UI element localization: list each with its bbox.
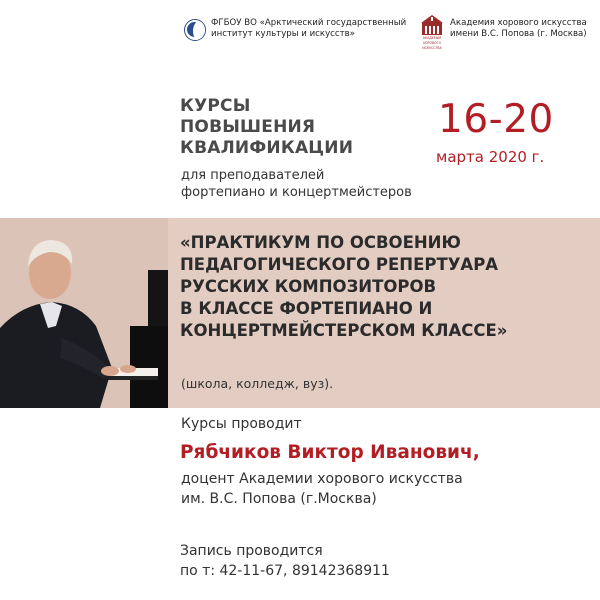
course-month-year: марта 2020 г. bbox=[436, 148, 545, 166]
emblem-text-2: ХОРОВОГО bbox=[422, 40, 442, 45]
contact-info bbox=[180, 541, 390, 581]
academy-building-icon bbox=[420, 14, 444, 36]
teacher-description bbox=[181, 469, 463, 509]
arctic-institute-name bbox=[211, 18, 406, 40]
choral-academy-name-line1: Академия хорового искусства bbox=[450, 18, 587, 28]
teacher-description-line1: доцент Академии хорового искусства bbox=[181, 471, 463, 487]
choral-academy-emblem-icon bbox=[420, 14, 444, 50]
institute-emblem-icon bbox=[184, 19, 206, 41]
choral-academy-name-line2: имени В.С. Попова (г. Москва) bbox=[450, 29, 587, 39]
course-audience-line1: для преподавателей bbox=[181, 168, 325, 183]
contact-phone-line: по т: 42-11-67, 89142368911 bbox=[180, 563, 390, 579]
emblem-text-1: АКАДЕМИЯ bbox=[422, 36, 442, 40]
course-title-line1: КУРСЫ bbox=[180, 96, 251, 116]
course-audience-line2: фортепиано и концертмейстеров bbox=[181, 185, 412, 200]
program-title-line5: КОНЦЕРТМЕЙСТЕРСКОМ КЛАССЕ» bbox=[180, 321, 508, 340]
choral-academy-logo bbox=[420, 14, 598, 54]
course-dates: 16-20 bbox=[438, 97, 554, 142]
pianist-photo bbox=[0, 218, 168, 408]
teacher-lead: Курсы проводит bbox=[181, 416, 302, 432]
pianist-at-piano-icon bbox=[0, 218, 168, 408]
arctic-institute-logo bbox=[184, 16, 406, 50]
teacher-name: Рябчиков Виктор Иванович, bbox=[180, 442, 480, 463]
program-title-line3: РУССКИХ КОМПОЗИТОРОВ bbox=[180, 277, 437, 296]
course-title-line3: КВАЛИФИКАЦИИ bbox=[180, 138, 354, 158]
program-levels: (школа, колледж, вуз). bbox=[181, 376, 334, 391]
program-title-line4: В КЛАССЕ ФОРТЕПИАНО И bbox=[180, 299, 433, 318]
program-band bbox=[0, 218, 600, 408]
course-audience bbox=[181, 167, 412, 201]
arctic-institute-name-line1: ФГБОУ ВО «Арктический государственный bbox=[211, 18, 407, 28]
program-title-line2: ПЕДАГОГИЧЕСКОГО РЕПЕРТУАРА bbox=[180, 255, 499, 274]
program-title-line1: «ПРАКТИКУМ ПО ОСВОЕНИЮ bbox=[180, 233, 461, 252]
teacher-description-line2: им. В.С. Попова (г.Москва) bbox=[181, 491, 377, 507]
program-title bbox=[180, 232, 507, 342]
arctic-institute-name-line2: институт культуры и искусств» bbox=[211, 29, 355, 39]
course-title-line2: ПОВЫШЕНИЯ bbox=[180, 117, 316, 137]
emblem-text-3: ИСКУССТВА bbox=[422, 45, 442, 50]
course-title bbox=[180, 96, 353, 159]
choral-academy-name bbox=[450, 18, 587, 40]
contact-line1: Запись проводится bbox=[180, 543, 323, 559]
